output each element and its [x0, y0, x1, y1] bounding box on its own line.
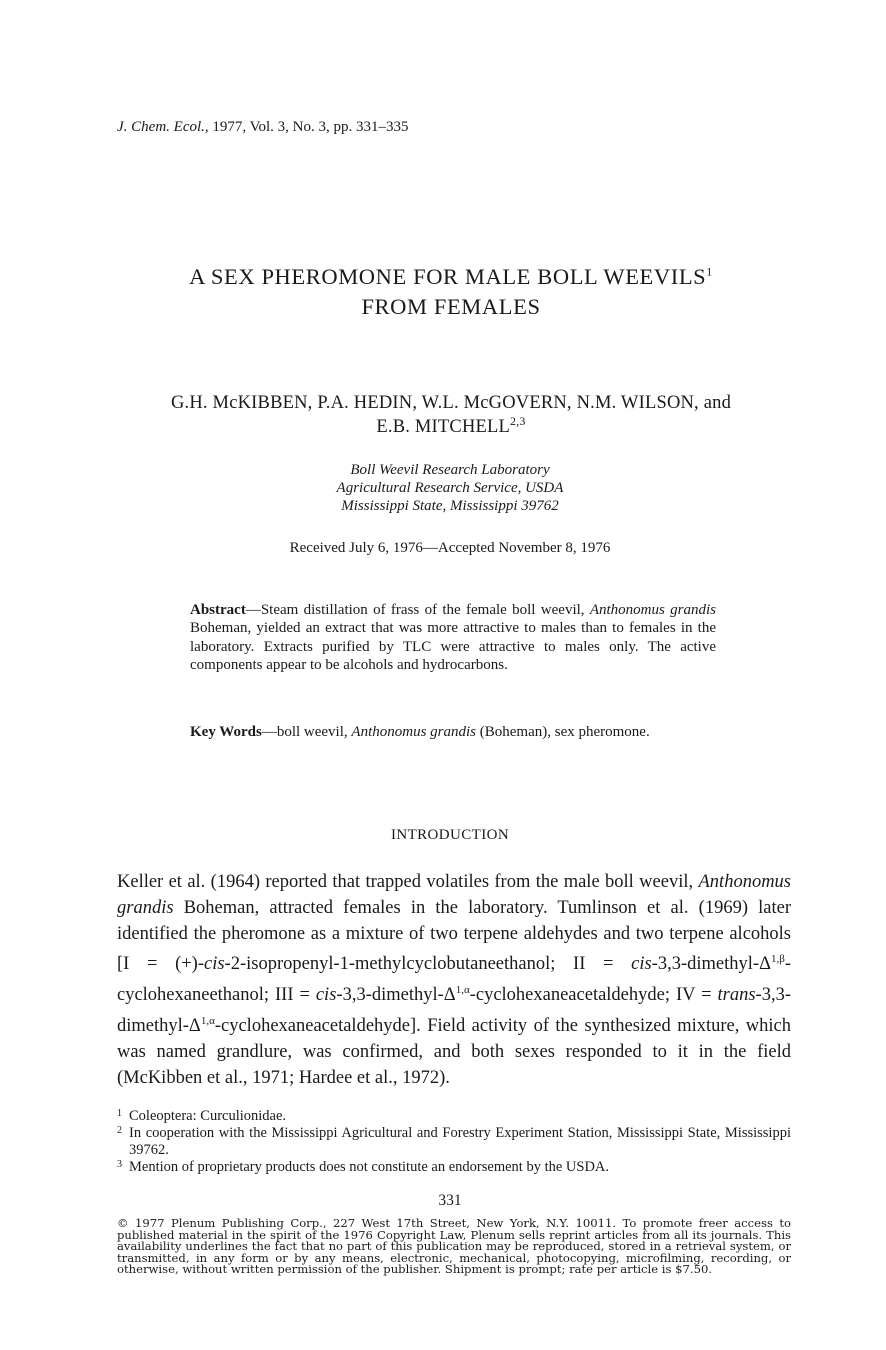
intro-text: -3,3-dimethyl-Δ	[117, 985, 791, 1037]
keywords-text-1: —boll weevil,	[261, 724, 352, 740]
intro-text: -cyclohexaneacetaldehyde; IV =	[469, 985, 718, 1006]
author-list	[90, 391, 812, 439]
title-footnote-mark: 1	[706, 264, 713, 279]
footnote	[117, 1108, 791, 1125]
page-number: 331	[438, 1192, 462, 1209]
intro-superscript: 1,α	[455, 984, 470, 997]
intro-text: Boheman, attracted females in the laboratory. Tumlinson et al. (1969) later identified the pheromone as a mixture of two terpene aldehydes and two terpene alcohols [I = (+)-	[117, 897, 791, 975]
key-words	[190, 723, 716, 741]
footnote-text: In cooperation with the Mississippi Agricultural and Forestry Experiment Station, Mississippi State, Mississippi 39762.	[129, 1125, 791, 1158]
intro-text: -3,3-dimethyl-Δ	[336, 985, 456, 1006]
affiliation-service: Agricultural Research Service, USDA	[336, 480, 564, 496]
abstract-text-1: —Steam distillation of frass of the female boll weevil,	[245, 602, 590, 618]
received-dates: Received July 6, 1976—Accepted November 8, 1976	[289, 540, 611, 556]
journal-volume-pages: , 1977, Vol. 3, No. 3, pp. 331–335	[204, 119, 409, 135]
journal-citation	[117, 119, 409, 136]
title-line-2: FROM FEMALES	[361, 294, 541, 319]
intro-superscript: 1,β	[770, 953, 785, 966]
abstract-label: Abstract	[190, 602, 246, 618]
intro-text: -3,3-dimethyl-Δ	[651, 954, 771, 975]
author-footnote-marks: 2,3	[510, 413, 526, 428]
title-line-1-text: A SEX PHEROMONE FOR MALE BOLL WEEVILS	[189, 264, 707, 289]
keywords-label: Key Words	[190, 724, 262, 740]
authors-line-2-text: E.B. MITCHELL	[376, 417, 511, 437]
intro-cis: cis	[631, 954, 652, 975]
article-title	[80, 262, 822, 322]
intro-text: -cyclohexaneethanol; III =	[117, 954, 791, 1006]
footnote-text: Mention of proprietary products does not constitute an endorsement by the USDA.	[129, 1159, 610, 1175]
copyright-notice: © 1977 Plenum Publishing Corp., 227 West 17th Street, New York, N.Y. 10011. To promote freer access to published material in the spirit of the 1976 Copyright Law, Plenum sells reprint articles from all its journals. This availability underlines the fact that no part of this publication may be reproduced, stored in a retrieval system, or transmitted, in any form or by any means, electronic, mechanical, photocopying, microfilming, recording, or otherwise, without written permission of the publisher. Shipment is prompt; rate per article is $7.50.	[117, 1216, 791, 1277]
intro-cis: cis	[315, 985, 337, 1006]
footnote-mark: 1	[117, 1108, 122, 1119]
title-line-1	[80, 262, 822, 292]
journal-abbrev: J. Chem. Ecol.	[117, 119, 205, 135]
footnote	[117, 1159, 791, 1176]
abstract	[190, 601, 716, 674]
affiliation-location: Mississippi State, Mississippi 39762	[341, 498, 559, 514]
footnote-mark: 3	[117, 1159, 122, 1170]
intro-text: Keller et al. (1964) reported that trapped volatiles from the male boll weevil,	[117, 872, 699, 892]
keywords-text-2: (Boheman), sex pheromone.	[476, 724, 650, 740]
abstract-species: Anthonomus grandis	[589, 602, 717, 618]
intro-species: Anthonomus grandis	[117, 872, 791, 918]
intro-text: -2-isopropenyl-1-methylcyclobutaneethanol; II =	[224, 954, 632, 975]
intro-text: -cyclohexaneacetaldehyde]. Field activity of the synthesized mixture, which was named grandlure, was confirmed, and both sexes responded to it in the field (McKibben et al., 1971; Hardee et al., 1972).	[117, 1016, 791, 1089]
footnote	[117, 1125, 791, 1159]
intro-trans: trans	[717, 985, 756, 1006]
intro-superscript: 1,α	[200, 1015, 215, 1028]
section-heading-introduction: INTRODUCTION	[390, 827, 510, 843]
intro-cis: cis	[203, 954, 225, 975]
footnote-mark: 2	[117, 1125, 122, 1136]
authors-line-2	[90, 415, 812, 439]
keywords-species: Anthonomus grandis	[351, 724, 476, 740]
affiliation	[150, 461, 750, 515]
introduction-paragraph	[117, 870, 791, 1092]
footnotes	[117, 1108, 791, 1176]
affiliation-lab: Boll Weevil Research Laboratory	[350, 462, 550, 478]
authors-line-1: G.H. McKIBBEN, P.A. HEDIN, W.L. McGOVERN, N.M. WILSON, and	[170, 393, 732, 413]
abstract-text-2: Boheman, yielded an extract that was more attractive to males than to females in the laboratory. Extracts purified by TLC were attractive to males only. The active components appear to be alcohols and hydrocarbons.	[190, 620, 716, 673]
footnote-text: Coleoptera: Curculionidae.	[129, 1108, 287, 1124]
